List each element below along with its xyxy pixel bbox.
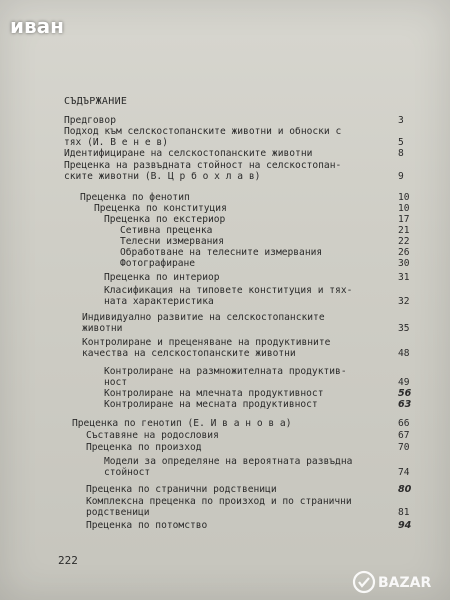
toc-entry-page-handwritten: 56: [398, 388, 412, 399]
toc-entry-title: Преценка по екстериор: [104, 214, 226, 225]
toc-entry-page: 70: [398, 442, 410, 453]
toc-entry-page: 49: [398, 377, 410, 388]
toc-entry-title: Индивидуално развитие на селскостопанските: [82, 312, 325, 323]
toc-entry-page: 3: [398, 115, 404, 126]
toc-entry-title: Преценка по конституция: [94, 203, 227, 214]
toc-entry-title-cont: тях (И. В е н е в): [64, 137, 168, 148]
toc-entry-title: Преценка по генотип (Е. И в а н о в а): [72, 418, 292, 429]
toc-entry-title: Контролиране на размножителната продуктив-: [104, 366, 347, 377]
toc-entry-page: 8: [398, 148, 404, 159]
toc-entry-page: 9: [398, 171, 404, 182]
toc-entry-title: Преценка по произход: [86, 442, 202, 453]
toc-entry-page: 10: [398, 203, 410, 214]
toc-entry-page: 21: [398, 225, 410, 236]
toc-entry-page: 17: [398, 214, 410, 225]
toc-entry-title: Идентифициране на селскостопанските животни: [64, 148, 313, 159]
toc-entry-page-handwritten: 63: [398, 399, 412, 410]
toc-entry-title-cont: животни: [82, 323, 123, 334]
toc-entry-title: Класификация на типовете конституция и тях-: [104, 285, 353, 296]
toc-entry-title-cont: стойност: [104, 467, 151, 478]
toc-entry-page: 26: [398, 247, 410, 258]
toc-entry-title: Преценка по фенотип: [80, 192, 190, 203]
toc-entry-page: 32: [398, 296, 410, 307]
watermark-logo: иван: [10, 14, 64, 38]
toc-entry-page: 48: [398, 348, 410, 359]
svg-text:BAZAR: BAZAR: [378, 575, 432, 591]
toc-entry-title-cont: качества на селскостопанските животни: [82, 348, 296, 359]
toc-entry-title: Контролиране на млечната продуктивност: [104, 388, 324, 399]
toc-entry-page: 67: [398, 430, 410, 441]
toc-entry-title: Контролиране и преценяване на продуктивните: [82, 337, 331, 348]
toc-entry-title-cont: ност: [104, 377, 128, 388]
toc-entry-page: 31: [398, 272, 410, 283]
toc-heading: СЪДЪРЖАНИЕ: [64, 96, 128, 107]
toc-entry-page: 30: [398, 258, 410, 269]
toc-entry-title: Преценка по интериор: [104, 272, 220, 283]
toc-entry-title-cont: ските животни (В. Ц р б о х л а в): [64, 171, 261, 182]
page-number: 222: [58, 554, 78, 567]
bazar-watermark-logo: [352, 568, 444, 596]
toc-entry-page: 81: [398, 507, 410, 518]
toc-entry-title: Телесни измервания: [120, 236, 224, 247]
toc-entry-title-cont: родственици: [86, 507, 150, 518]
toc-entry-page: 35: [398, 323, 410, 334]
toc-entry-page-handwritten: 80: [398, 484, 412, 495]
toc-entry-page: 10: [398, 192, 410, 203]
toc-entry-page: 22: [398, 236, 410, 247]
toc-entry-page: 66: [398, 418, 410, 429]
toc-entry-title: Контролиране на месната продуктивност: [104, 399, 318, 410]
toc-entry-title: Подход към селскостопанските животни и обноски с: [64, 126, 342, 137]
toc-entry-title: Преценка на развъдната стойност на селскостопан-: [64, 160, 342, 171]
toc-entry-title: Предговор: [64, 115, 116, 126]
toc-entry-title: Обработване на телесните измервания: [120, 247, 323, 258]
toc-entry-title: Преценка по потомство: [86, 520, 208, 531]
toc-entry-title: Преценка по странични родственици: [86, 484, 277, 495]
toc-entry-title: Модели за определяне на вероятната развъдна: [104, 456, 353, 467]
toc-entry-page: 74: [398, 467, 410, 478]
toc-entry-title: Съставяне на родословия: [86, 430, 219, 441]
toc-entry-title: Сетивна преценка: [120, 225, 213, 236]
toc-entry-page-handwritten: 94: [398, 520, 412, 531]
toc-entry-title-cont: ната характеристика: [104, 296, 214, 307]
toc-entry-page: 5: [398, 137, 404, 148]
toc-entry-title: Фотографиране: [120, 258, 196, 269]
toc-entry-title: Комплексна преценка по произход и по странични: [86, 496, 352, 507]
